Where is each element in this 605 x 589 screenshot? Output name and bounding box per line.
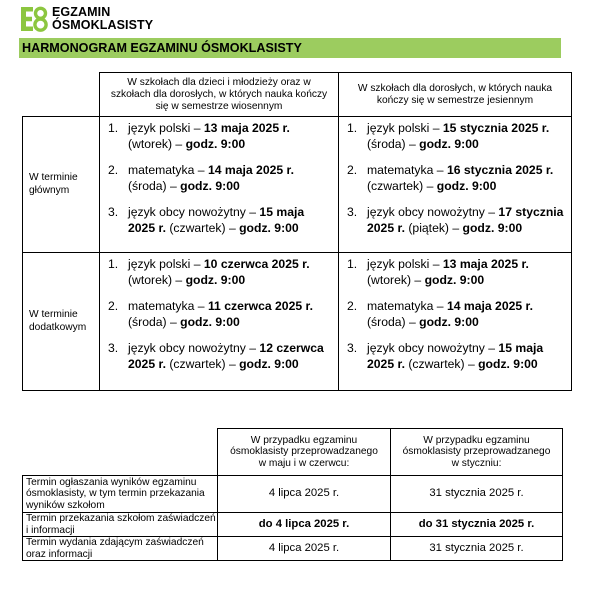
- exam-subject: język obcy nowożytny –: [128, 341, 260, 355]
- e8-logo-icon: [20, 6, 50, 32]
- exam-subject: język obcy nowożytny –: [367, 341, 499, 355]
- schedule-table: [22, 72, 572, 391]
- results-row: [23, 537, 563, 561]
- exam-item: [108, 121, 332, 152]
- exam-date: 14 maja 2025 r.: [207, 163, 294, 177]
- exam-day: (środa) –: [128, 314, 181, 329]
- exam-day: (wtorek) –: [367, 272, 425, 287]
- results-value-january: 31 stycznia 2025 r.: [391, 476, 563, 513]
- schedule-cell-autumn: [339, 253, 572, 391]
- logo-wordmark: [52, 6, 153, 32]
- results-value-january: 31 stycznia 2025 r.: [391, 537, 563, 561]
- exam-date: 15 maja 2025 r.: [367, 341, 544, 371]
- exam-number: 1.: [347, 257, 358, 271]
- results-row: [23, 476, 563, 513]
- exam-number: 3.: [347, 341, 358, 355]
- results-value-may-june: do 4 lipca 2025 r.: [218, 513, 391, 537]
- exam-date: 13 maja 2025 r.: [442, 257, 529, 271]
- exam-time: godz. 9:00: [436, 178, 497, 193]
- results-corner: [23, 429, 218, 476]
- schedule-row-main: [23, 117, 572, 253]
- exam-text: [128, 341, 332, 372]
- logo-line-2: ÓSMOKLASISTY: [52, 18, 154, 32]
- exam-date: 10 czerwca 2025 r.: [203, 257, 310, 271]
- schedule-header-spring: W szkołach dla dzieci i młodzieży oraz w szkołach dla dorosłych, w których nauka kończy się w semestrze wiosennym: [100, 73, 339, 117]
- exam-number: 3.: [347, 205, 358, 219]
- exam-number: 1.: [347, 121, 358, 135]
- exam-day: (czwartek) –: [165, 220, 240, 235]
- exam-time: godz. 9:00: [180, 178, 240, 193]
- exam-day: (czwartek) –: [165, 356, 240, 371]
- exam-date: 13 maja 2025 r.: [203, 121, 290, 135]
- exam-day: (czwartek) –: [404, 356, 479, 371]
- results-table: [22, 428, 563, 561]
- exam-text: [367, 163, 565, 194]
- exam-date: 12 czerwca 2025 r.: [128, 341, 324, 371]
- exam-number: 2.: [347, 163, 358, 177]
- results-row-label: Termin wydania zdającym zaświadczeń oraz informacji: [23, 537, 218, 561]
- exam-time: godz. 9:00: [185, 272, 246, 287]
- exam-number: 2.: [108, 163, 119, 177]
- exam-time: godz. 9:00: [419, 136, 479, 151]
- exam-item: [108, 341, 332, 372]
- exam-day: (środa) –: [128, 178, 181, 193]
- exam-item: [347, 257, 565, 288]
- logo: [20, 6, 153, 32]
- exam-time: godz. 9:00: [424, 272, 485, 287]
- exam-item: [347, 121, 565, 152]
- exam-number: 3.: [108, 205, 119, 219]
- schedule-cell-autumn: [339, 117, 572, 253]
- exam-time: godz. 9:00: [478, 356, 538, 371]
- exam-text: [367, 205, 565, 236]
- exam-item: [347, 205, 565, 236]
- exam-item: [347, 341, 565, 372]
- schedule-row-additional: [23, 253, 572, 391]
- page-title: HARMONOGRAM EGZAMINU ÓSMOKLASISTY: [19, 38, 561, 58]
- exam-subject: język obcy nowożytny –: [367, 205, 499, 219]
- exam-item: [108, 163, 332, 194]
- exam-time: godz. 9:00: [185, 136, 246, 151]
- exam-subject: matematyka –: [128, 299, 208, 313]
- exam-text: [367, 341, 565, 372]
- schedule-cell-spring: [100, 117, 339, 253]
- exam-date: 11 czerwca 2025 r.: [207, 299, 313, 313]
- exam-time: godz. 9:00: [239, 220, 299, 235]
- exam-item: [347, 163, 565, 194]
- results-value-may-june: 4 lipca 2025 r.: [218, 476, 391, 513]
- exam-subject: język polski –: [367, 121, 443, 135]
- exam-date: 15 maja 2025 r.: [128, 205, 305, 235]
- exam-time: godz. 9:00: [419, 314, 479, 329]
- exam-day: (środa) –: [367, 314, 420, 329]
- exam-item: [108, 257, 332, 288]
- exam-text: [128, 121, 332, 152]
- exam-subject: język polski –: [128, 121, 204, 135]
- exam-item: [347, 299, 565, 330]
- exam-subject: matematyka –: [367, 163, 447, 177]
- results-row: [23, 513, 563, 537]
- schedule-row-label: W terminie dodatkowym: [23, 253, 100, 391]
- exam-number: 1.: [108, 121, 119, 135]
- exam-date: 14 maja 2025 r.: [446, 299, 533, 313]
- exam-text: [367, 299, 565, 330]
- exam-item: [108, 205, 332, 236]
- results-header-may-june: W przypadku egzaminu ósmoklasisty przeprowadzanego w maju i w czerwcu:: [218, 429, 391, 476]
- exam-number: 1.: [108, 257, 119, 271]
- exam-text: [128, 205, 332, 236]
- exam-number: 2.: [347, 299, 358, 313]
- exam-text: [128, 257, 332, 288]
- exam-date: 15 stycznia 2025 r.: [442, 121, 550, 135]
- schedule-cell-spring: [100, 253, 339, 391]
- exam-day: (czwartek) –: [367, 178, 437, 193]
- exam-time: godz. 9:00: [462, 220, 523, 235]
- logo-line-1: EGZAMIN: [52, 5, 111, 19]
- schedule-corner: [23, 73, 100, 117]
- exam-day: (wtorek) –: [128, 136, 186, 151]
- exam-date: 17 stycznia 2025 r.: [367, 205, 564, 235]
- results-row-label: Termin ogłaszania wyników egzaminu ósmoklasisty, w tym termin przekazania wyników szkołom: [23, 476, 218, 513]
- results-header-january: W przypadku egzaminu ósmoklasisty przeprowadzanego w styczniu:: [391, 429, 563, 476]
- exam-number: 2.: [108, 299, 119, 313]
- exam-subject: matematyka –: [367, 299, 447, 313]
- exam-number: 3.: [108, 341, 119, 355]
- exam-day: (piątek) –: [404, 220, 463, 235]
- exam-item: [108, 299, 332, 330]
- exam-time: godz. 9:00: [180, 314, 240, 329]
- exam-subject: język polski –: [128, 257, 204, 271]
- exam-day: (wtorek) –: [128, 272, 186, 287]
- results-value-january: do 31 stycznia 2025 r.: [391, 513, 563, 537]
- results-value-may-june: 4 lipca 2025 r.: [218, 537, 391, 561]
- exam-text: [367, 121, 565, 152]
- exam-text: [128, 299, 332, 330]
- exam-text: [367, 257, 565, 288]
- exam-subject: język obcy nowożytny –: [128, 205, 260, 219]
- exam-subject: matematyka –: [128, 163, 208, 177]
- exam-subject: język polski –: [367, 257, 443, 271]
- schedule-row-label: W terminie głównym: [23, 117, 100, 253]
- schedule-header-autumn: W szkołach dla dorosłych, w których nauka kończy się w semestrze jesiennym: [339, 73, 572, 117]
- exam-time: godz. 9:00: [239, 356, 299, 371]
- exam-date: 16 stycznia 2025 r.: [446, 163, 554, 177]
- results-row-label: Termin przekazania szkołom zaświadczeń i informacji: [23, 513, 218, 537]
- exam-text: [128, 163, 332, 194]
- exam-day: (środa) –: [367, 136, 420, 151]
